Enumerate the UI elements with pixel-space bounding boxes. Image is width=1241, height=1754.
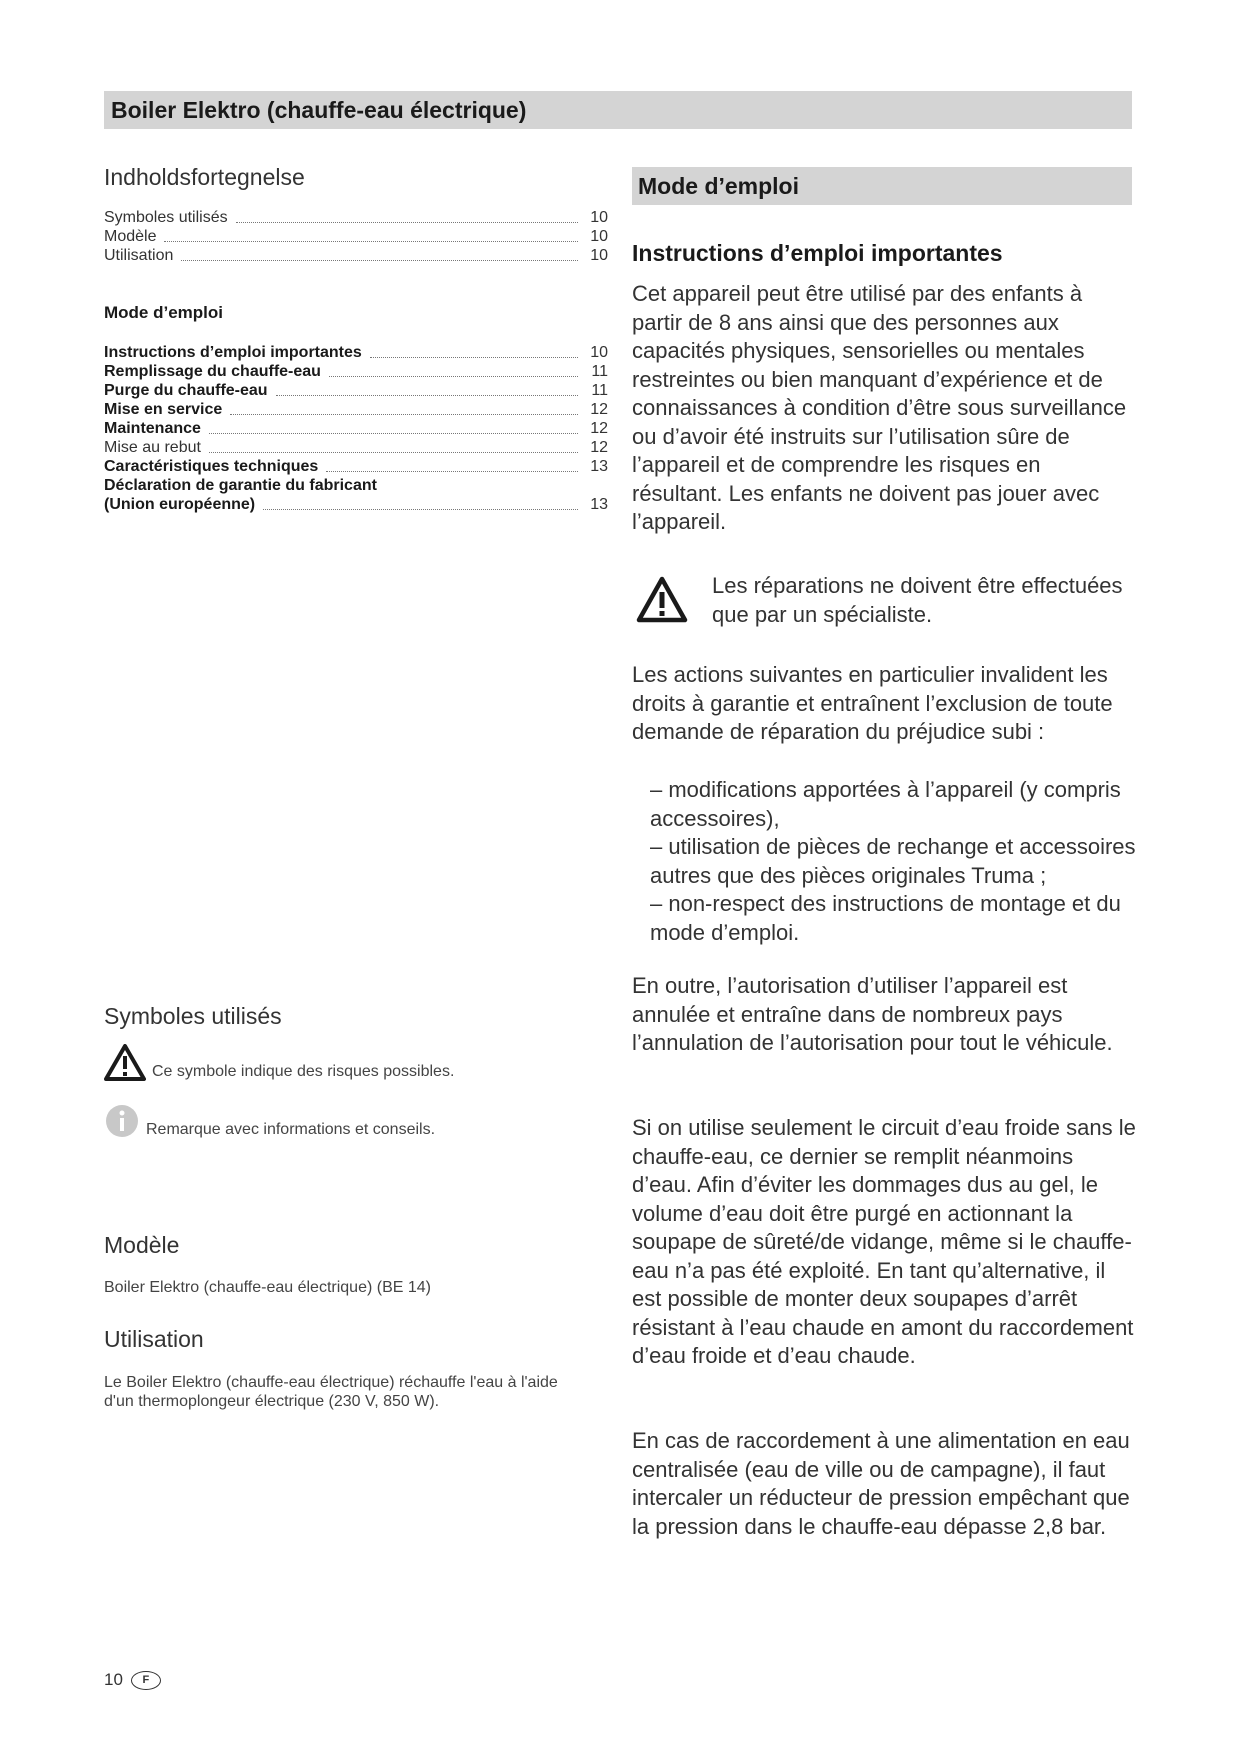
toc-entry[interactable]: Mise au rebut 12: [104, 439, 608, 456]
paragraph-children-usage: Cet appareil peut être utilisé par des enfants à partir de 8 ans ainsi que des personnes aux capacités physiques, sensorielles ou mentales restreintes ou bien manquant d’expérience et de connaissances à condition d’être sous surveillance ou d’avoir été instruits sur l’utilisation sûre de l’appareil et de comprendre les risques en résultant. Les enfants ne doivent pas jouer avec l’appareil.: [632, 281, 1127, 534]
section-title: Mode d’emploi: [638, 173, 799, 199]
toc-entry[interactable]: Utilisation 10: [104, 247, 608, 264]
warning-triangle-icon: [636, 576, 688, 623]
paragraph-warranty-void: Les actions suivantes en particulier invalident les droits à garantie et entraînent l’exclusion de toute demande de réparation du préjudice subi :: [632, 662, 1113, 744]
info-symbol-description: Remarque avec informations et conseils.: [146, 1121, 436, 1138]
symbols-heading: Symboles utilisés: [104, 1003, 282, 1029]
usage-text: Le Boiler Elektro (chauffe-eau électrique) réchauffe l'eau à l'aide d'un thermoplongeur électrique (230 V, 850 W).: [104, 1374, 558, 1410]
repair-warning-text: Les réparations ne doivent être effectuées que par un spécialiste.: [712, 573, 1123, 627]
section-subtitle: Instructions d’emploi importantes: [632, 240, 1003, 266]
page-header-bar: [104, 91, 1132, 129]
symbol-info-row: [104, 1103, 435, 1139]
toc-entry[interactable]: Remplissage du chauffe-eau 11: [104, 363, 608, 380]
warranty-void-list: [650, 776, 1140, 947]
page-footer: [104, 1670, 161, 1690]
toc-entry-warranty-line1[interactable]: Déclaration de garantie du fabricant: [104, 477, 377, 494]
paragraph-authorization: En outre, l’autorisation d’utiliser l’appareil est annulée et entraîne dans de nombreux pays l’annulation de l’autorisation pour tout le véhicule.: [632, 973, 1113, 1055]
page-title: Boiler Elektro (chauffe-eau électrique): [111, 97, 527, 123]
toc-entry[interactable]: Mise en service 12: [104, 401, 608, 418]
toc-group-1: [104, 208, 608, 265]
page-number: 10: [104, 1670, 123, 1689]
toc-entry[interactable]: Purge du chauffe-eau 11: [104, 382, 608, 399]
repair-warning: [636, 572, 1152, 629]
usage-heading: Utilisation: [104, 1326, 204, 1352]
list-item: – non-respect des instructions de montage et du mode d’emploi.: [650, 891, 1121, 945]
country-code-badge: F: [131, 1671, 161, 1690]
toc-entry[interactable]: Modèle 10: [104, 228, 608, 245]
list-item: – modifications apportées à l’appareil (y compris accessoires),: [650, 777, 1121, 831]
list-item: – utilisation de pièces de rechange et accessoires autres que des pièces originales Truma ;: [650, 834, 1136, 888]
section-title-bar: [632, 167, 1132, 205]
toc-group-2: [104, 343, 608, 514]
model-text: Boiler Elektro (chauffe-eau électrique) (BE 14): [104, 1279, 431, 1296]
toc-heading: Indholdsfortegnelse: [104, 164, 305, 190]
warning-triangle-icon: [104, 1044, 146, 1081]
toc-entry[interactable]: Instructions d’emploi importantes 10: [104, 344, 608, 361]
toc-entry-warranty-line2[interactable]: (Union européenne) 13: [104, 496, 608, 513]
toc-subheading: Mode d’emploi: [104, 303, 223, 322]
toc-entry[interactable]: Caractéristiques techniques 13: [104, 458, 608, 475]
toc-entry[interactable]: Maintenance 12: [104, 420, 608, 437]
toc-entry[interactable]: Symboles utilisés 10: [104, 209, 608, 226]
paragraph-pressure-reducer: En cas de raccordement à une alimentation en eau centralisée (eau de ville ou de campagne), il faut intercaler un réducteur de pression empêchant que la pression dans le chauffe-eau dépasse 2,8 bar.: [632, 1428, 1130, 1539]
model-heading: Modèle: [104, 1232, 180, 1258]
paragraph-frost-protection: Si on utilise seulement le circuit d’eau froide sans le chauffe-eau, ce dernier se remplit néanmoins d’eau. Afin d’éviter les dommages dus au gel, le volume d’eau doit être purgé en actionnant la soupape de sûreté/de vidange, même si le chauffe-eau n’a pas été exploité. En tant qu’alternative, il est possible de monter deux soupapes d’arrêt résistant à l’eau chaude en amont du raccordement d’eau froide et d’eau chaude.: [632, 1115, 1136, 1368]
symbol-warning-row: [104, 1044, 454, 1081]
info-circle-icon: [104, 1103, 140, 1139]
warning-symbol-description: Ce symbole indique des risques possibles.: [152, 1063, 455, 1080]
